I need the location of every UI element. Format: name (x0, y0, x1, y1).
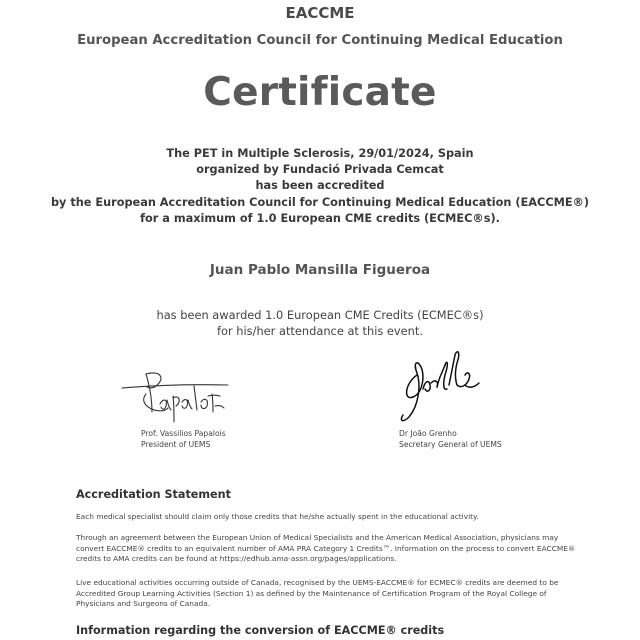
conversion-heading: Information regarding the conversion of EACCME® credits (76, 624, 445, 637)
signatory-right-caption (399, 428, 502, 450)
signatory-left-role: President of UEMS (141, 440, 211, 449)
event-line: The PET in Multiple Sclerosis, 29/01/2024, Spain (166, 147, 474, 160)
max-credits-line: for a maximum of 1.0 European CME credits (ECMEC®s). (140, 211, 500, 225)
award-block (0, 307, 640, 339)
statement-paragraph-2: Through an agreement between the European Union of Medical Specialists and the American Medical Association, physicians may convert EACCME® credits to an equivalent number of AMA PRA Category 1 Credits™. Information on the process to convert EACCME® credits to AMA credits can be found at https://edhub.ama-assn.org/pages/applications. (76, 533, 576, 564)
accreditation-statement-heading: Accreditation Statement (76, 488, 231, 501)
organizer-line: organized by Fundació Privada Cemcat (196, 163, 444, 177)
signatory-left-caption (141, 428, 226, 450)
signatory-right-name: Dr João Grenho (399, 429, 457, 438)
org-short-name: EACCME (285, 4, 355, 22)
accrediting-body-line: by the European Accreditation Council for Continuing Medical Education (EACCME®) (50, 195, 590, 209)
statement-paragraph-1: Each medical specialist should claim only those credits that he/she actually spent in the educational activity. (76, 512, 479, 521)
award-credits-line: has been awarded 1.0 European CME Credits (ECMEC®s) (156, 308, 484, 322)
signatory-left-name: Prof. Vassilios Papalois (141, 429, 226, 438)
accreditation-block (0, 146, 640, 227)
org-full-name: European Accreditation Council for Continuing Medical Education (77, 33, 563, 48)
certificate-title: Certificate (203, 70, 437, 115)
signature-papalois (116, 366, 236, 424)
recipient-name: Juan Pablo Mansilla Figueroa (209, 262, 431, 278)
accredited-line: has been accredited (255, 179, 385, 193)
statement-paragraph-3: Live educational activities occurring outside of Canada, recognised by the UEMS-EACCME® for ECMEC® credits are deemed to be Accredited Group Learning Activities (Section 1) as defined by the Maintenance of Certification Program of the Royal College of Physicians and Surgeons of Canada. (76, 578, 559, 609)
signature-grenho (395, 345, 485, 423)
signatory-right-role: Secretary General of UEMS (399, 440, 502, 449)
attendance-line: for his/her attendance at this event. (217, 324, 423, 338)
